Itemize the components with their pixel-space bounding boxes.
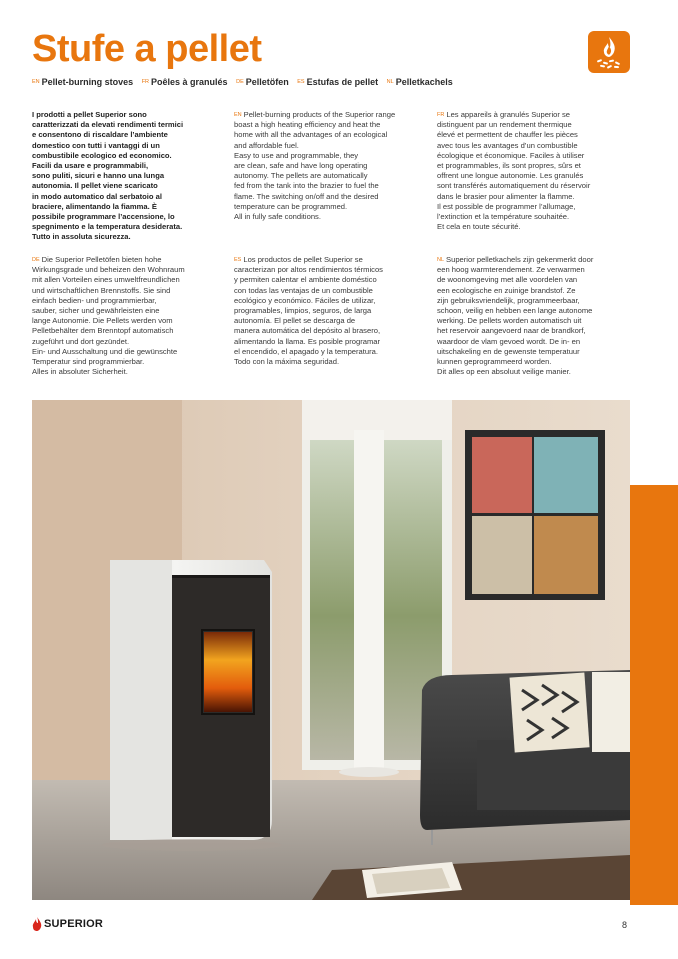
paragraph-tag: FR bbox=[437, 112, 445, 118]
paragraph-text: Superior pelletkachels zijn gekenmerkt door een hoog warmterendement. Ze verwarmen de woonomgeving met alle voordelen van een ecologische en zuinige brandstof. Ze zijn gebruiksvriendelijk, programmeerbaar, schoon, veilig en hebben een lange autonome werking. De pellets worden automatisch uit het reservoir aangevoerd naar de brandkorf, waardoor de vlam gevoed wordt. De in- en uitschakeling en de gewenste temperatuur kunnen geprogrammeerd worden. Dit alles op een absoluut veilige manier. bbox=[437, 255, 594, 377]
page-number: 8 bbox=[622, 920, 628, 930]
paragraph-text: Los productos de pellet Superior se caracterizan por altos rendimientos térmicos y permiten calentar el ambiente doméstico con todas las ventajas de un combustible ecológico y económico. Fáciles de utilizar, programables, limpios, seguros, de larga autonomía. El pellet se descarga de manera automática del depósito al brasero, alimentando la llama. Es posible programar el encendido, el apagado y la temperatura. Todo con la máxima seguridad. bbox=[234, 255, 383, 367]
lang-tag: NL bbox=[386, 79, 394, 85]
lang-item-de bbox=[236, 77, 289, 87]
paragraph-en bbox=[234, 110, 434, 222]
paragraph-tag: EN bbox=[234, 112, 242, 118]
lang-item-es bbox=[297, 77, 378, 87]
paragraph-nl bbox=[437, 255, 637, 377]
lang-tag: FR bbox=[141, 79, 150, 85]
paragraph-tag: DE bbox=[32, 257, 40, 263]
paragraph-text: Die Superior Pelletöfen bieten hohe Wirkungsgrade und beheizen den Wohnraum mit allen Vorteilen eines umweltfreundlichen und wirtschaftlichen Brennstoffs. Sie sind einfach bedien- und programmierbar, sauber, sicher und gewährleisten eine lange Autonomie. Die Pellets werden vom Pelletbehälter dem Brenntopf automatisch zugeführt und dort gezündet. Ein- und Ausschaltung und die gewünschte Temperatur sind programmierbar. Alles in absoluter Sicherheit. bbox=[32, 255, 185, 377]
brand-name: SUPERIOR bbox=[44, 918, 104, 930]
lang-tag: ES bbox=[297, 79, 305, 85]
lang-label: Pelletöfen bbox=[245, 77, 289, 87]
lang-item-nl bbox=[387, 77, 453, 87]
paragraph-text: Les appareils à granulés Superior se distinguent par un rendement thermique élevé et permettent de chauffer les pièces avec tous les avantages d’un combustible écologique et économique. Faciles à utiliser et programmables, ils sont propres, sûrs et offrent une longue autonomie. Les granulés sont transférés automatiquement du réservoir dans le brasier pour alimenter la flamme. Il est possible de programmer l’allumage, l’extinction et la température souhaitée. Et cela en toute sécurité. bbox=[437, 110, 591, 232]
paragraph-tag: ES bbox=[234, 257, 242, 263]
page-title: Stufe a pellet bbox=[32, 28, 262, 70]
paragraph-text: Pellet-burning products of the Superior range boast a high heating efficiency and heat the home with all the advantages of an ecological and affordable fuel. Easy to use and programmable, they are clean, safe and have long operating autonomy. The pellets are automatically fed from the tank into the brazier to fuel the flame. The switching on/off and the desired temperature can be programmed. All in fully safe conditions. bbox=[234, 110, 396, 222]
paragraph-it bbox=[32, 110, 232, 243]
lang-tag: EN bbox=[32, 79, 40, 85]
side-accent-bar bbox=[630, 485, 678, 905]
lang-item-fr bbox=[142, 77, 228, 87]
brand-logo bbox=[32, 917, 103, 931]
paragraph-fr bbox=[437, 110, 637, 232]
lang-item-en bbox=[32, 77, 133, 87]
lang-label: Poêles à granulés bbox=[151, 77, 228, 87]
product-photo bbox=[32, 400, 630, 900]
superior-flame-logo-icon bbox=[32, 917, 42, 931]
lang-label: Estufas de pellet bbox=[306, 77, 379, 87]
paragraph-de bbox=[32, 255, 232, 377]
paragraph-es bbox=[234, 255, 434, 367]
language-bar bbox=[32, 77, 459, 87]
lang-label: Pelletkachels bbox=[395, 77, 453, 87]
lang-tag: DE bbox=[236, 79, 244, 85]
flame-pellet-icon bbox=[588, 31, 630, 73]
paragraph-tag: NL bbox=[437, 257, 445, 263]
lang-label: Pellet-burning stoves bbox=[41, 77, 134, 87]
paragraph-text: I prodotti a pellet Superior sono caratterizzati da elevati rendimenti termici e consentono di riscaldare l’ambiente domestico con tutti i vantaggi di un combustibile ecologico ed economico. Facili da usare e programmabili, sono puliti, sicuri e hanno una lunga autonomia. Il pellet viene scaricato in modo automatico dal serbatoio al braciere, alimentando la fiamma. È possibile programmare l’accensione, lo spegnimento e la temperatura desiderata. Tutto in assoluta sicurezza. bbox=[32, 110, 184, 242]
